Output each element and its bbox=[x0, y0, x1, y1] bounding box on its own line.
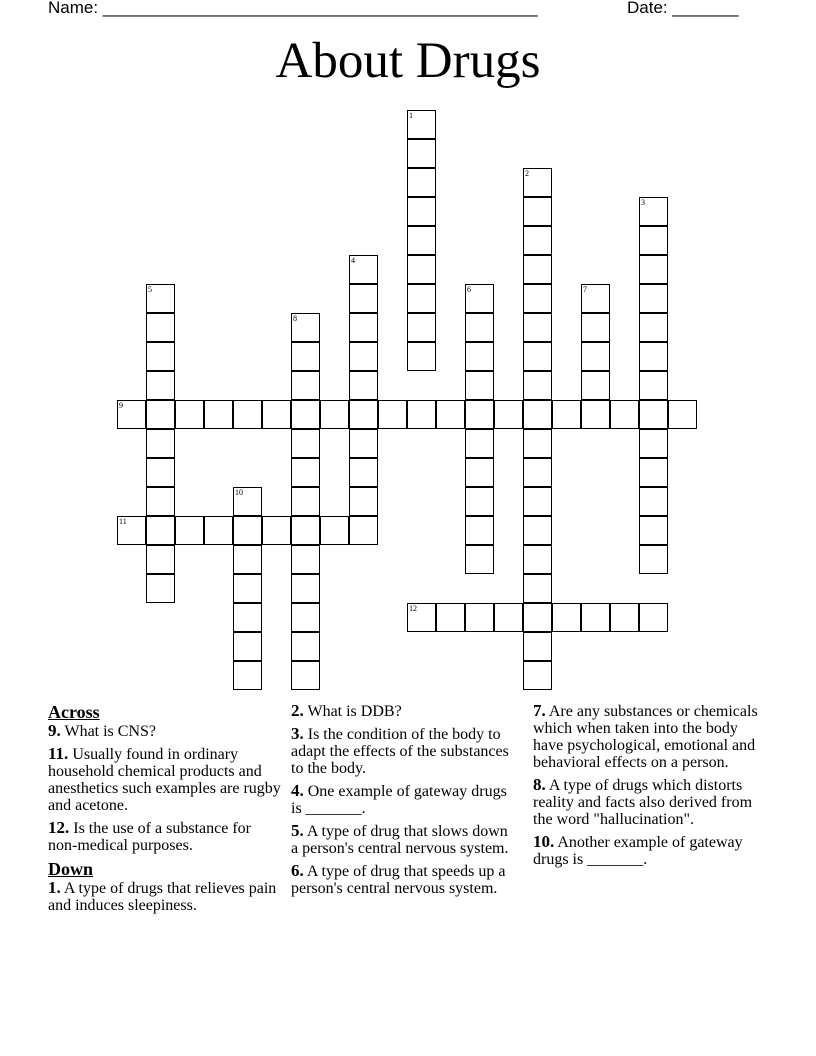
crossword-cell[interactable] bbox=[291, 574, 320, 603]
crossword-cell[interactable] bbox=[349, 429, 378, 458]
crossword-cell[interactable] bbox=[349, 313, 378, 342]
crossword-cell[interactable] bbox=[407, 400, 436, 429]
crossword-cell[interactable] bbox=[552, 400, 581, 429]
crossword-cell[interactable] bbox=[523, 603, 552, 632]
clue-number: 4 bbox=[351, 256, 355, 265]
crossword-cell[interactable] bbox=[552, 603, 581, 632]
clue-down-10: 10. Another example of gateway drugs is _______. bbox=[533, 832, 743, 868]
crossword-cell[interactable] bbox=[146, 545, 175, 574]
crossword-cell[interactable] bbox=[320, 516, 349, 545]
crossword-cell[interactable] bbox=[146, 516, 175, 545]
clue-across-9: 9. What is CNS? bbox=[48, 721, 157, 740]
clue-across-11: 11. Usually found in ordinary household chemical products and anesthetics such examples are rugby and acetone. bbox=[48, 744, 281, 814]
crossword-cell[interactable] bbox=[465, 284, 494, 313]
crossword-cell[interactable] bbox=[523, 400, 552, 429]
crossword-cell[interactable] bbox=[291, 545, 320, 574]
clue-down-7: 7. Are any substances or chemicals which when taken into the body have psychological, emotional and behavioral effects on a person. bbox=[533, 701, 758, 771]
clues-column-1 bbox=[48, 700, 283, 919]
crossword-cell[interactable] bbox=[407, 255, 436, 284]
clues-column-2 bbox=[291, 702, 513, 902]
crossword-cell[interactable] bbox=[639, 197, 668, 226]
crossword-cell[interactable] bbox=[668, 400, 697, 429]
clue-number: 11 bbox=[119, 517, 127, 526]
crossword-cell[interactable] bbox=[581, 284, 610, 313]
crossword-cell[interactable] bbox=[291, 313, 320, 342]
crossword-cell[interactable] bbox=[349, 487, 378, 516]
crossword-cell[interactable] bbox=[639, 342, 668, 371]
clue-down-6: 6. A type of drug that speeds up a person's central nervous system. bbox=[291, 861, 506, 897]
crossword-cell[interactable] bbox=[117, 400, 146, 429]
crossword-cell[interactable] bbox=[523, 632, 552, 661]
crossword-cell[interactable] bbox=[523, 429, 552, 458]
crossword-cell[interactable] bbox=[494, 400, 523, 429]
crossword-cell[interactable] bbox=[291, 516, 320, 545]
crossword-cell[interactable] bbox=[349, 284, 378, 313]
crossword-cell[interactable] bbox=[610, 603, 639, 632]
crossword-cell[interactable] bbox=[407, 342, 436, 371]
crossword-cell[interactable] bbox=[407, 603, 436, 632]
crossword-cell[interactable] bbox=[146, 487, 175, 516]
clue-down-1: 1. A type of drugs that relieves pain and induces sleepiness. bbox=[48, 878, 277, 914]
crossword-cell[interactable] bbox=[291, 603, 320, 632]
crossword-cell[interactable] bbox=[639, 284, 668, 313]
crossword-cell[interactable] bbox=[407, 168, 436, 197]
crossword-cell[interactable] bbox=[523, 226, 552, 255]
crossword-cell[interactable] bbox=[465, 371, 494, 400]
crossword-cell[interactable] bbox=[523, 342, 552, 371]
crossword-cell[interactable] bbox=[465, 545, 494, 574]
crossword-cell[interactable] bbox=[407, 110, 436, 139]
crossword-cell[interactable] bbox=[523, 371, 552, 400]
clue-number: 2 bbox=[525, 169, 529, 178]
crossword-cell[interactable] bbox=[233, 574, 262, 603]
clue-number: 1 bbox=[409, 111, 413, 120]
clue-number: 12 bbox=[409, 604, 417, 613]
crossword-cell[interactable] bbox=[523, 516, 552, 545]
crossword-cell[interactable] bbox=[436, 603, 465, 632]
crossword-cell[interactable] bbox=[523, 487, 552, 516]
crossword-cell[interactable] bbox=[233, 603, 262, 632]
crossword-cell[interactable] bbox=[146, 371, 175, 400]
crossword-cell[interactable] bbox=[291, 342, 320, 371]
crossword-cell[interactable] bbox=[233, 661, 262, 690]
crossword-cell[interactable] bbox=[349, 458, 378, 487]
crossword-cell[interactable] bbox=[581, 371, 610, 400]
crossword-cell[interactable] bbox=[639, 487, 668, 516]
clue-down-3: 3. Is the condition of the body to adapt the effects of the substances to the body. bbox=[291, 724, 509, 777]
crossword-cell[interactable] bbox=[581, 603, 610, 632]
crossword-cell[interactable] bbox=[436, 400, 465, 429]
crossword-cell[interactable] bbox=[291, 487, 320, 516]
clue-down-2: 2. What is DDB? bbox=[291, 701, 402, 720]
crossword-cell[interactable] bbox=[639, 458, 668, 487]
crossword-cell[interactable] bbox=[639, 429, 668, 458]
crossword-cell[interactable] bbox=[465, 516, 494, 545]
page-title: About Drugs bbox=[275, 33, 541, 89]
crossword-cell[interactable] bbox=[407, 226, 436, 255]
crossword-cell[interactable] bbox=[465, 342, 494, 371]
crossword-cell[interactable] bbox=[291, 400, 320, 429]
crossword-cell[interactable] bbox=[349, 342, 378, 371]
crossword-cell[interactable] bbox=[291, 458, 320, 487]
clue-down-8: 8. A type of drugs which distorts reality and facts also derived from the word "hallucination". bbox=[533, 775, 753, 828]
crossword-cell[interactable] bbox=[146, 574, 175, 603]
crossword-cell[interactable] bbox=[407, 139, 436, 168]
crossword-cell[interactable] bbox=[523, 168, 552, 197]
crossword-cell[interactable] bbox=[581, 313, 610, 342]
crossword-cell[interactable] bbox=[465, 603, 494, 632]
crossword-cell[interactable] bbox=[581, 342, 610, 371]
crossword-cell[interactable] bbox=[146, 284, 175, 313]
name-field[interactable]: Name: ______________________________________________ bbox=[48, 0, 538, 17]
clues-column-3 bbox=[533, 702, 765, 873]
crossword-cell[interactable] bbox=[639, 371, 668, 400]
crossword-cell[interactable] bbox=[233, 516, 262, 545]
crossword-cell[interactable] bbox=[146, 342, 175, 371]
crossword-cell[interactable] bbox=[523, 313, 552, 342]
crossword-cell[interactable] bbox=[175, 516, 204, 545]
crossword-cell[interactable] bbox=[465, 313, 494, 342]
clue-number: 3 bbox=[641, 198, 645, 207]
crossword-cell[interactable] bbox=[349, 400, 378, 429]
crossword-cell[interactable] bbox=[523, 458, 552, 487]
clue-number: 8 bbox=[293, 314, 297, 323]
crossword-cell[interactable] bbox=[378, 400, 407, 429]
crossword-cell[interactable] bbox=[407, 313, 436, 342]
crossword-cell[interactable] bbox=[204, 400, 233, 429]
crossword-cell[interactable] bbox=[523, 574, 552, 603]
across-heading: Across bbox=[48, 702, 100, 722]
clue-down-4: 4. One example of gateway drugs is _______. bbox=[291, 781, 507, 817]
crossword-cell[interactable] bbox=[146, 313, 175, 342]
crossword-cell[interactable] bbox=[291, 661, 320, 690]
crossword-cell[interactable] bbox=[465, 400, 494, 429]
crossword-cell[interactable] bbox=[639, 400, 668, 429]
crossword-cell[interactable] bbox=[146, 429, 175, 458]
crossword-cell[interactable] bbox=[465, 429, 494, 458]
date-field[interactable]: Date: _______ bbox=[627, 0, 739, 17]
crossword-cell[interactable] bbox=[349, 371, 378, 400]
crossword-cell[interactable] bbox=[233, 632, 262, 661]
crossword-cell[interactable] bbox=[233, 487, 262, 516]
crossword-cell[interactable] bbox=[523, 284, 552, 313]
crossword-cell[interactable] bbox=[233, 545, 262, 574]
crossword-cell[interactable] bbox=[262, 400, 291, 429]
crossword-cell[interactable] bbox=[494, 603, 523, 632]
crossword-cell[interactable] bbox=[204, 516, 233, 545]
down-heading: Down bbox=[48, 859, 94, 879]
clue-number: 10 bbox=[235, 488, 243, 497]
crossword-cell[interactable] bbox=[639, 255, 668, 284]
crossword-cell[interactable] bbox=[523, 661, 552, 690]
crossword-cell[interactable] bbox=[639, 545, 668, 574]
crossword-cell[interactable] bbox=[349, 255, 378, 284]
crossword-cell[interactable] bbox=[639, 226, 668, 255]
crossword-cell[interactable] bbox=[233, 400, 262, 429]
crossword-cell[interactable] bbox=[117, 516, 146, 545]
clue-number: 9 bbox=[119, 401, 123, 410]
crossword-cell[interactable] bbox=[146, 400, 175, 429]
crossword-cell[interactable] bbox=[146, 458, 175, 487]
clue-number: 7 bbox=[583, 285, 587, 294]
clue-number: 5 bbox=[148, 285, 152, 294]
crossword-cell[interactable] bbox=[639, 603, 668, 632]
crossword-cell[interactable] bbox=[639, 516, 668, 545]
crossword-cell[interactable] bbox=[465, 458, 494, 487]
crossword-cell[interactable] bbox=[465, 487, 494, 516]
crossword-cell[interactable] bbox=[523, 545, 552, 574]
crossword-cell[interactable] bbox=[349, 516, 378, 545]
crossword-cell[interactable] bbox=[320, 400, 349, 429]
crossword-cell[interactable] bbox=[291, 632, 320, 661]
crossword-cell[interactable] bbox=[407, 197, 436, 226]
crossword-cell[interactable] bbox=[262, 516, 291, 545]
crossword-cell[interactable] bbox=[581, 400, 610, 429]
crossword-cell[interactable] bbox=[291, 371, 320, 400]
clue-across-12: 12. Is the use of a substance for non-medical purposes. bbox=[48, 818, 251, 854]
crossword-cell[interactable] bbox=[523, 255, 552, 284]
crossword-cell[interactable] bbox=[407, 284, 436, 313]
crossword-cell[interactable] bbox=[175, 400, 204, 429]
crossword-cell[interactable] bbox=[639, 313, 668, 342]
crossword-cell[interactable] bbox=[610, 400, 639, 429]
clue-down-5: 5. A type of drug that slows down a person's central nervous system. bbox=[291, 821, 509, 857]
crossword-cell[interactable] bbox=[523, 197, 552, 226]
clue-number: 6 bbox=[467, 285, 471, 294]
crossword-cell[interactable] bbox=[291, 429, 320, 458]
